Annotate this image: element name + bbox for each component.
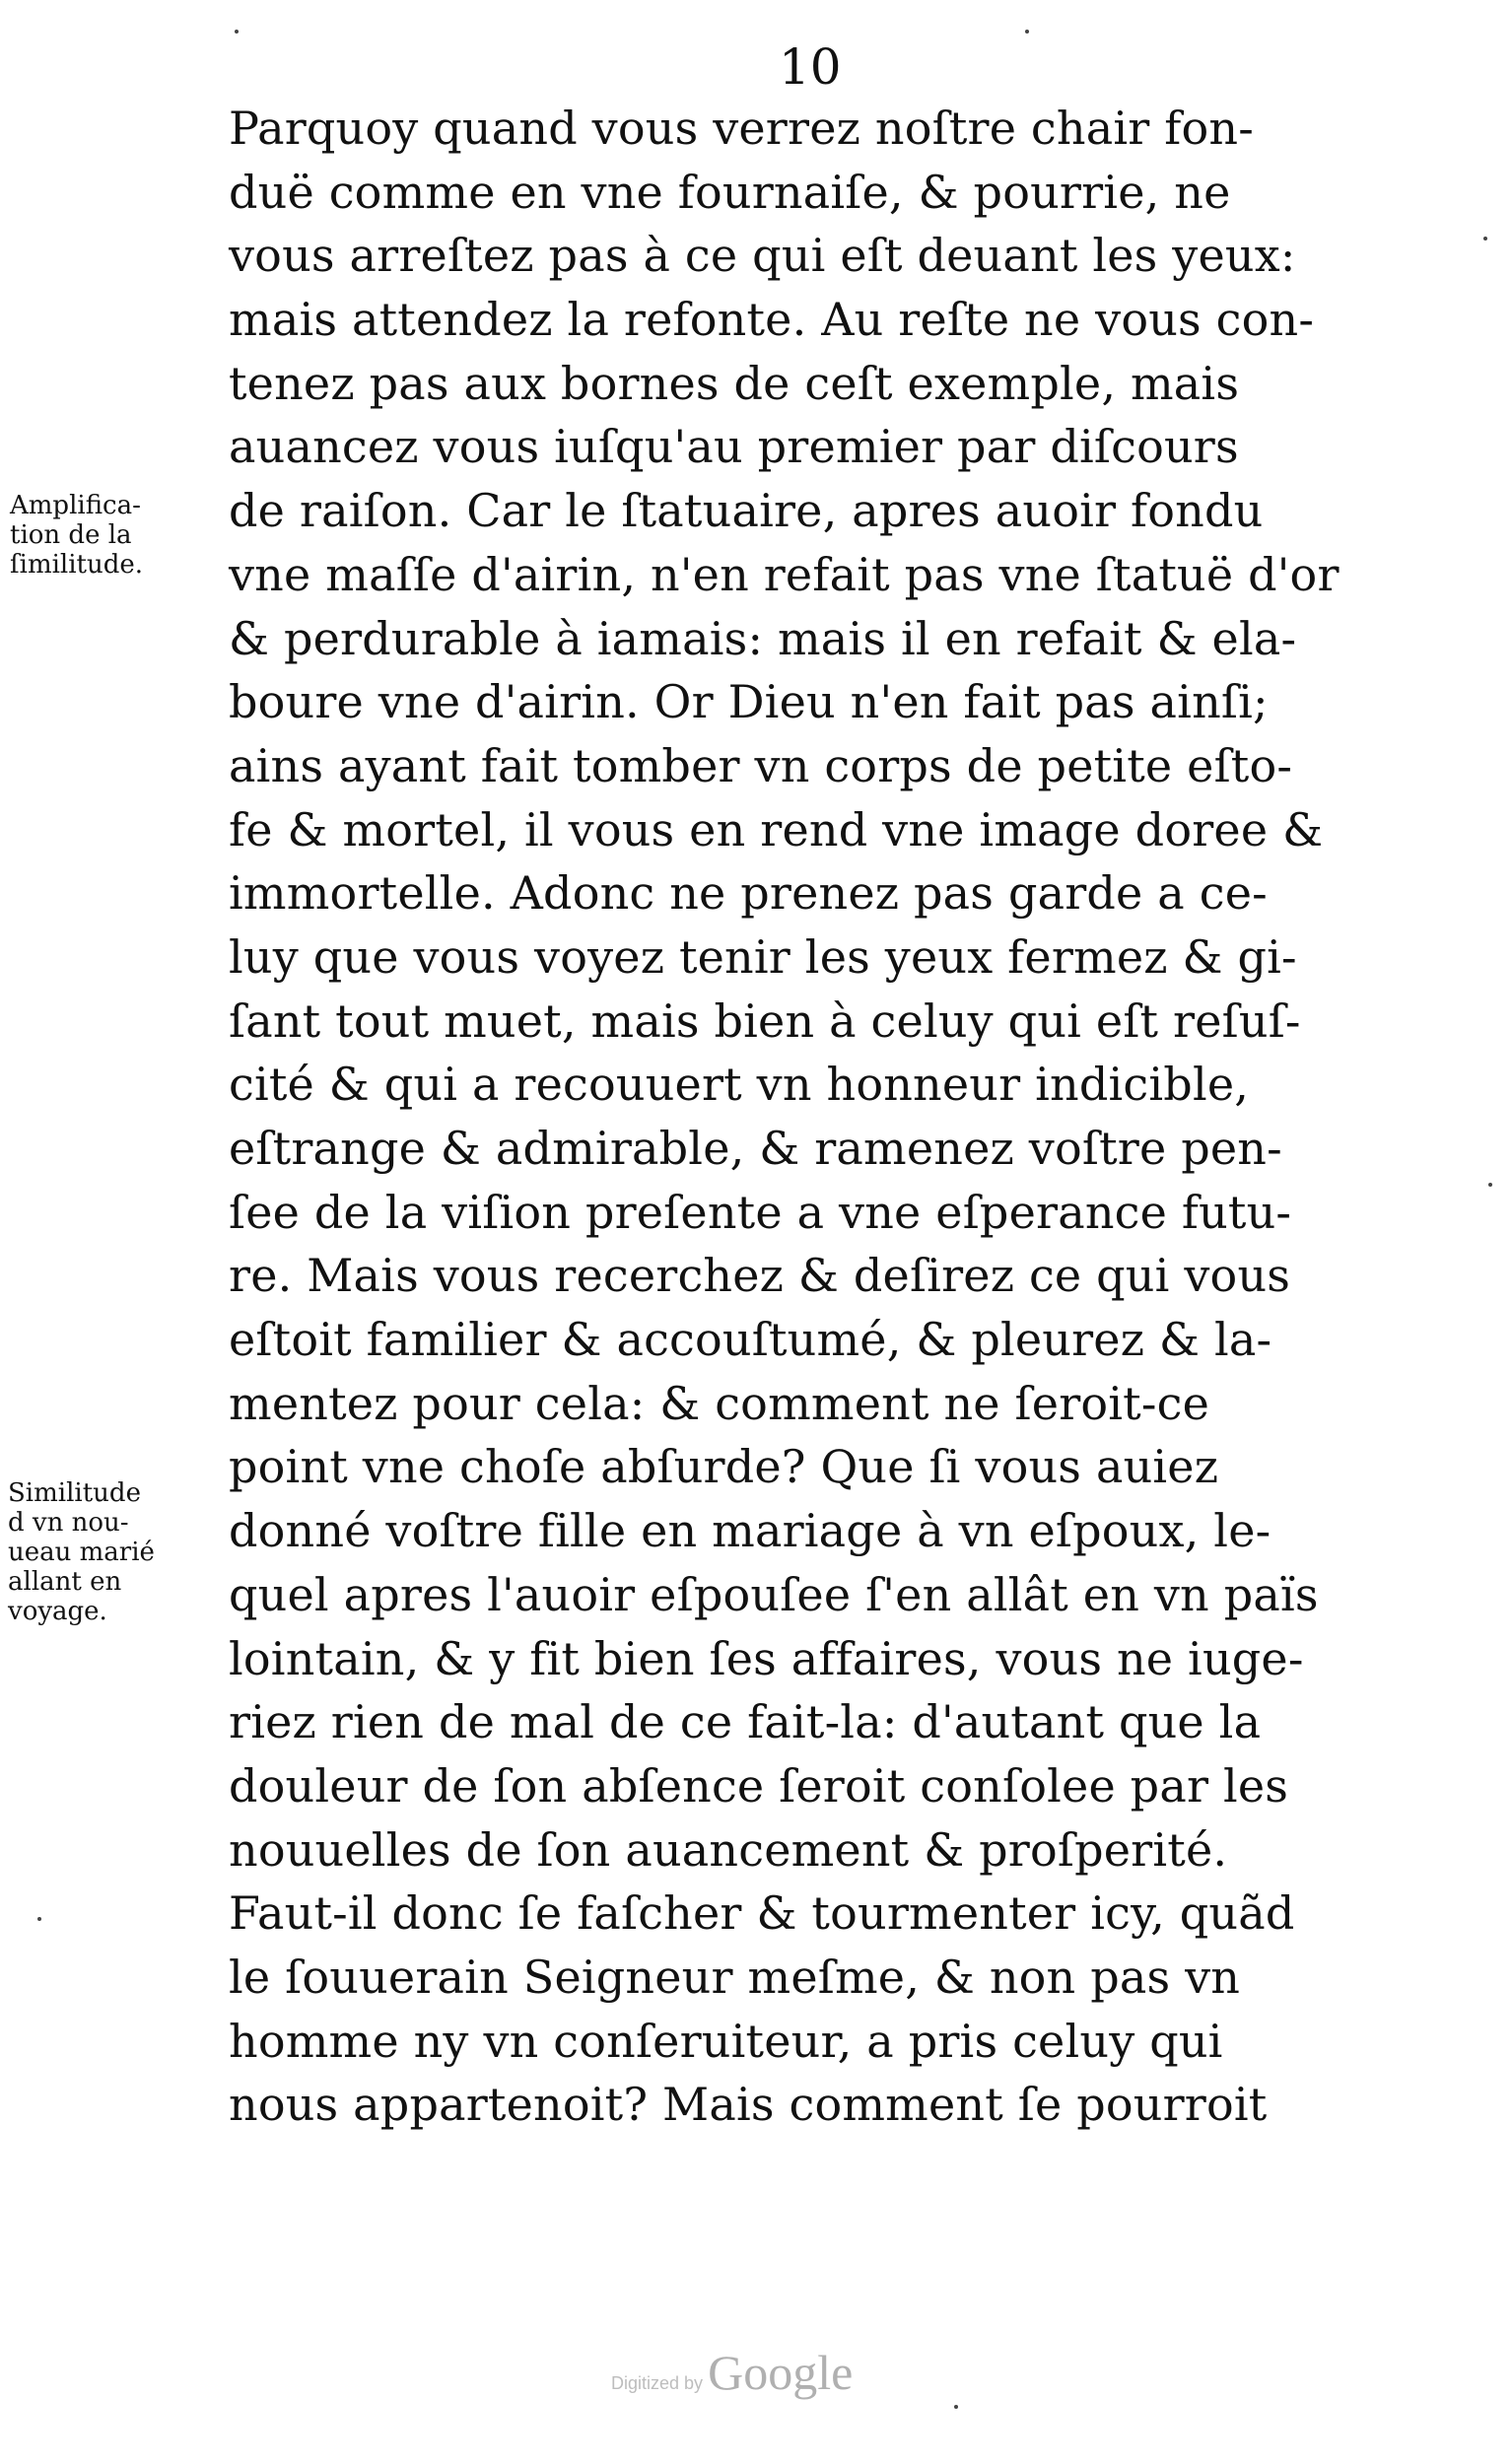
text-line: ains ayant fait tomber vn corps de petite eſto- bbox=[229, 738, 1293, 792]
text-line: homme ny vn conſeruiteur, a pris celuy qui bbox=[229, 2014, 1223, 2068]
text-line: ſee de la viſion preſente a vne eſperance futu- bbox=[229, 1185, 1292, 1239]
scan-speck bbox=[1025, 30, 1029, 34]
page-number: 10 bbox=[779, 38, 842, 96]
text-line: lointain, & y fit bien ſes affaires, vous ne iuge- bbox=[229, 1631, 1304, 1685]
margin-note-line: tion de la bbox=[10, 520, 132, 550]
margin-note-line: voyage. bbox=[8, 1597, 107, 1626]
text-line: ſant tout muet, mais bien à celuy qui eſt reſuſ- bbox=[229, 993, 1301, 1048]
text-line: de raiſon. Car le ſtatuaire, apres auoir fondu bbox=[229, 484, 1264, 538]
text-line: auancez vous iuſqu'au premier par diſcours bbox=[229, 420, 1239, 474]
scan-speck bbox=[1483, 237, 1487, 240]
text-line: mais attendez la refonte. Au reſte ne vous con- bbox=[229, 293, 1315, 347]
text-line: nous appartenoit? Mais comment ſe pourroit bbox=[229, 2078, 1268, 2132]
digitized-by-text: Digitized by bbox=[611, 2373, 704, 2393]
text-line: vne maſſe d'airin, n'en refait pas vne ſtatuë d'or bbox=[229, 547, 1340, 601]
margin-note-line: ueau marié bbox=[8, 1538, 155, 1567]
text-line: boure vne d'airin. Or Dieu n'en fait pas ainſi; bbox=[229, 675, 1269, 729]
text-line: cité & qui a recouuert vn honneur indicible, bbox=[229, 1058, 1250, 1112]
text-line: re. Mais vous recerchez & deſirez ce qui vous bbox=[229, 1249, 1291, 1303]
margin-note-line: allant en bbox=[8, 1567, 122, 1597]
text-line: vous arreſtez pas à ce qui eſt deuant les yeux: bbox=[229, 229, 1296, 283]
text-line: & perdurable à iamais: mais il en refait & ela- bbox=[229, 611, 1297, 665]
digitized-by-google-watermark bbox=[611, 2344, 853, 2401]
google-wordmark: Google bbox=[708, 2345, 854, 2400]
text-line: eſtrange & admirable, & ramenez voſtre pen- bbox=[229, 1122, 1282, 1175]
margin-note-similitude bbox=[8, 1478, 155, 1626]
text-line: Faut-il donc ſe faſcher & tourmenter icy, quãd bbox=[229, 1886, 1295, 1941]
scan-speck bbox=[37, 1917, 41, 1921]
text-line: duë comme en vne fournaiſe, & pourrie, ne bbox=[229, 165, 1231, 219]
text-line: mentez pour cela: & comment ne ſeroit-ce bbox=[229, 1376, 1210, 1430]
text-line: luy que vous voyez tenir les yeux fermez & gi- bbox=[229, 929, 1297, 984]
text-line: point vne choſe abſurde? Que ſi vous auiez bbox=[229, 1440, 1219, 1494]
scan-speck bbox=[1488, 1183, 1492, 1187]
text-line: quel apres l'auoir eſpouſee ſ'en allât en vn païs bbox=[229, 1567, 1319, 1621]
margin-note-amplification bbox=[10, 491, 143, 580]
text-line: riez rien de mal de ce fait-la: d'autant que la bbox=[229, 1695, 1262, 1749]
scan-speck bbox=[235, 30, 239, 34]
body-text bbox=[229, 97, 1342, 2137]
text-line: fe & mortel, il vous en rend vne image doree & bbox=[229, 802, 1324, 856]
margin-note-line: ſimilitude. bbox=[10, 550, 144, 580]
text-line: le ſouuerain Seigneur meſme, & non pas vn bbox=[229, 1950, 1241, 2004]
text-line: nouuelles de ſon auancement & proſperité. bbox=[229, 1822, 1228, 1877]
margin-note-line: Amplifica- bbox=[10, 491, 141, 520]
text-line: donné voſtre fille en mariage à vn eſpoux, le- bbox=[229, 1504, 1271, 1558]
text-line: douleur de ſon abſence ſeroit conſolee par les bbox=[229, 1758, 1289, 1813]
margin-note-line: Similitude bbox=[8, 1478, 141, 1508]
text-line: Parquoy quand vous verrez noſtre chair fon- bbox=[229, 102, 1254, 155]
text-line: tenez pas aux bornes de ceſt exemple, mais bbox=[229, 356, 1240, 410]
text-line: eſtoit familier & accouſtumé, & pleurez & la- bbox=[229, 1313, 1272, 1367]
scan-speck bbox=[954, 2405, 958, 2409]
text-line: immortelle. Adonc ne prenez pas garde a ce- bbox=[229, 866, 1268, 921]
margin-note-line: d vn nou- bbox=[8, 1508, 129, 1538]
